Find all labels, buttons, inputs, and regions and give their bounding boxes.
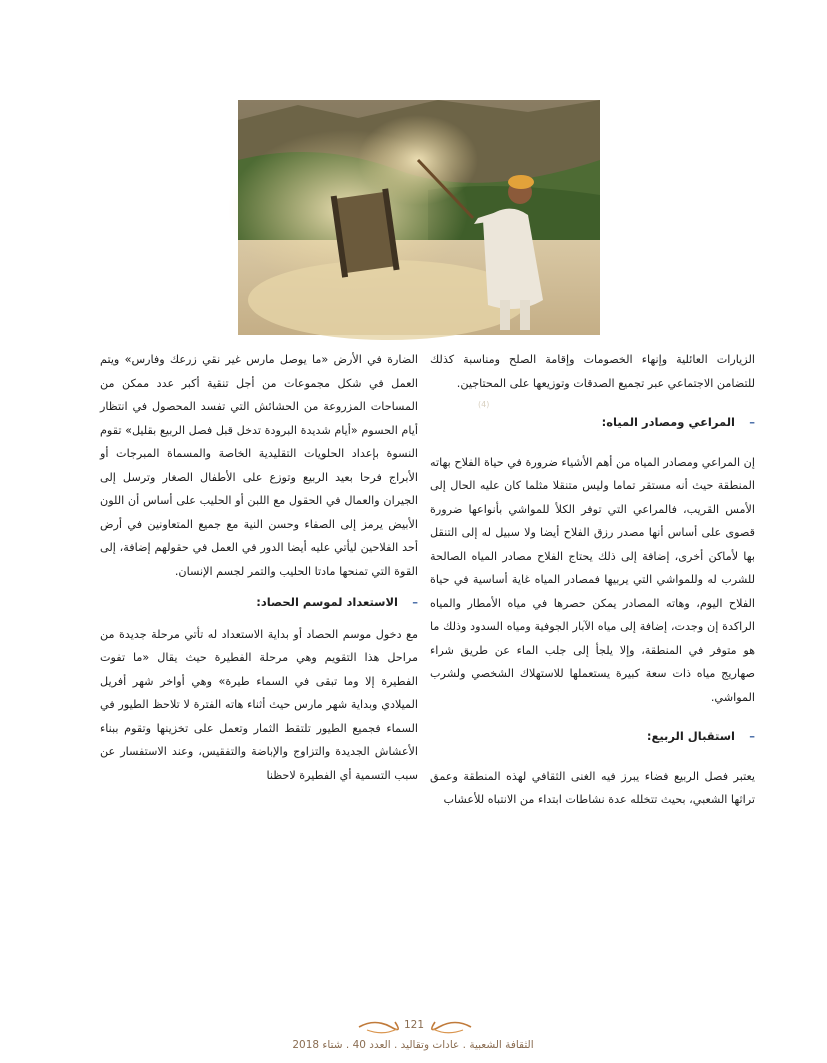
bullet-icon: –: [412, 595, 418, 609]
paragraph: مع دخول موسم الحصاد أو بداية الاستعداد له تأتي مرحلة جديدة من مراحل هذا التقويم وهي مرحلة الفطيرة حيث يقال «ما تفوت الفطيرة إلا وما تبقى في السماء طيرة» وهي أواخر شهر أفريل الميلادي وبداية شهر مارس حيث أثناء هاته الفترة لا تلاحظ الطيور في السماء فجميع الطيور تلتقط الثمار وتعمل على تخزينها وتقوم ببناء الأعشاش الجديدة والتزاوج والإباضة والتفقيس، وعند الاستفسار عن سبب التسمية أي الفطيرة لاحظنا: [100, 627, 418, 782]
photo-caption: (4): [478, 400, 490, 409]
footer-publication-line: الثقافة الشعبية . عادات وتقاليد . العدد 40 . شتاء 2018: [292, 1039, 534, 1051]
bullet-icon: –: [749, 729, 755, 743]
winnowing-photo: [238, 100, 600, 335]
paragraph: الزيارات العائلية وإنهاء الخصومات وإقامة الصلح ومناسبة كذلك للتضامن الاجتماعي عبر تجميع الصدقات وتوزيعها على المحتاجين.: [430, 353, 755, 390]
paragraph: إن المراعي ومصادر المياه من أهم الأشياء ضرورة في حياة الفلاح بهاته المنطقة حيث أنه مستقر تماما وليس متنقلا مثلما كان عليه الحال إلى الأمس القريب، فالمراعي التي توفر الكلأ للمواشي بأنواعها ضرورة قصوى على أساس أنها مصدر رزق الفلاح أيضا ولا سبيل له إلى التنقل بها لأماكن أخرى، إضافة إلى ذلك يحتاج الفلاح مصادر المياه الصالحة للشرب له وللمواشي التي يربيها فمصادر المياه غاية أساسية في حياة الفلاح اليوم، وهاته المصادر يمكن حصرها في مياه الأمطار والمياه الراكدة إن وجدت، إضافة إلى مياه الآبار الجوفية ومياه السدود وذلك ما هو متوفر في المنطقة، وإلا يلجأ إلى جلب الماء عن طريق شراء صهاريج مياه ذات سعة كبيرة يستعملها للاستهلاك الشخصي ولشرب المواشي.: [430, 455, 755, 704]
page-number: 121: [403, 1019, 425, 1031]
section-heading-spring: –استقبال الربيع:: [430, 725, 755, 749]
paragraph: يعتبر فصل الربيع فضاء يبرز فيه الغنى الثقافي لهذه المنطقة وعمق تراثها الشعبي، بحيث تتخلله عدة نشاطات ابتداء من الانتباه للأعشاب: [430, 769, 755, 806]
paragraph: الضارة في الأرض «ما يوصل مارس غير نقي زرعك وفارس» ويتم العمل في شكل مجموعات من أجل تنقية أكبر عدد ممكن من المساحات المزروعة من الحشائش التي تفسد المحصول في انتظار أيام الحسوم «أيام شديدة البرودة تدخل قبل فصل الربيع بقليل» تقوم النسوة بإعداد الحلويات التقليدية الخاصة والمسماة المبرجات أو الأبراج فرحا بعيد الربيع وتوزع على الأطفال الصغار وترسل إلى الجيران والعمال في الحقول مع اللبن أو الحليب على أساس أن اللون الأبيض يرمز إلى الصفاء وحسن النية مع جميع المتعاونين في أرض أحد الفلاحين ليأتي عليه أيضا الدور في العمل في حقولهم إضافة، إلى القوة التي تمنحها مادتا الحليب والتمر لجسم الإنسان.: [100, 353, 418, 578]
section-heading-pastures: –المراعي ومصادر المياه:: [430, 411, 755, 435]
bullet-icon: –: [749, 415, 755, 429]
section-heading-harvest: –الاستعداد لموسم الحصاد:: [100, 591, 418, 615]
text-column-right: [430, 348, 755, 812]
text-column-left: [100, 348, 418, 787]
